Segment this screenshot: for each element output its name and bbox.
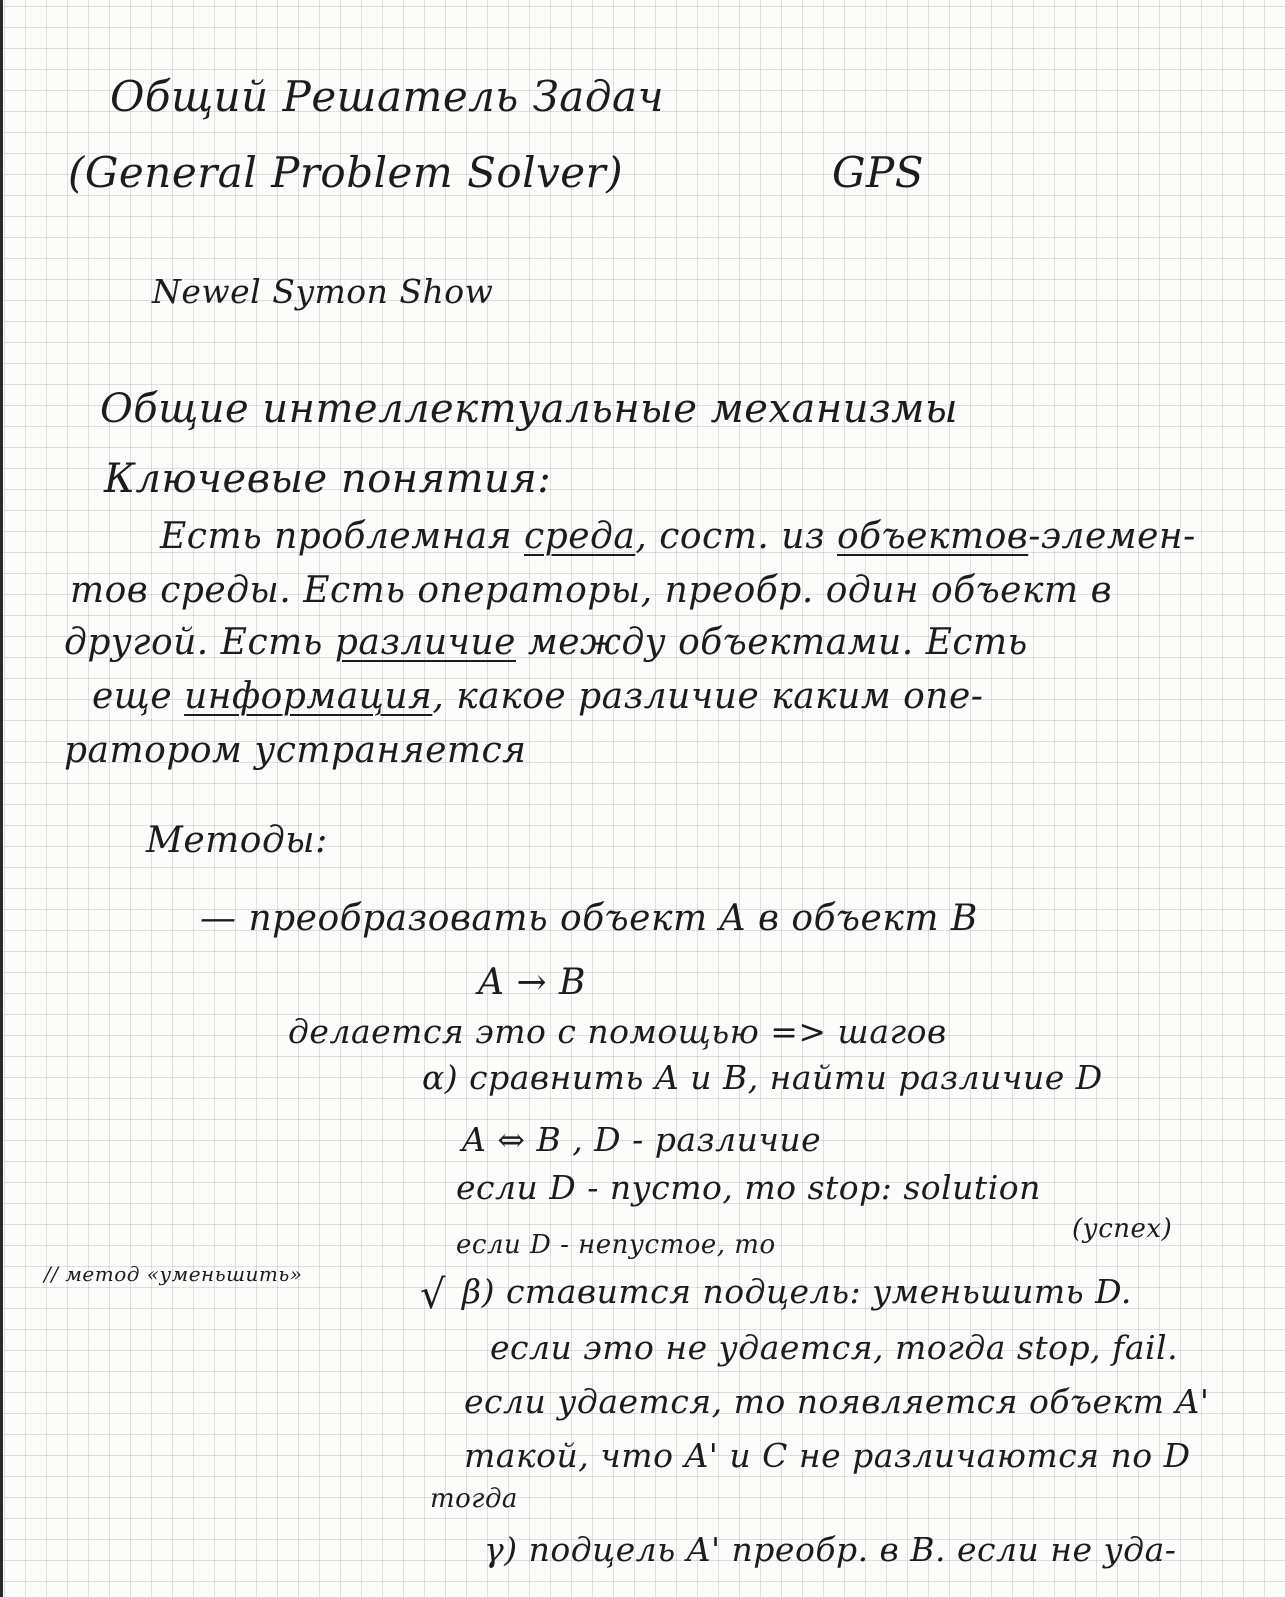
concepts-line-2	[70, 570, 1112, 611]
authors-line: Newel Symon Show	[152, 272, 494, 311]
side-note-method: // метод «уменьшить»	[44, 1262, 303, 1286]
text-fragment: еще	[92, 676, 185, 717]
term-environment: среда	[524, 516, 636, 557]
step-if-nonempty: если D - непустое, то	[456, 1230, 776, 1260]
methods-label: Методы:	[146, 820, 328, 861]
step-beta-1: β) ставится подцель: уменьшить D.	[462, 1272, 1132, 1311]
method-transform: — преобразовать объект A в объект B	[200, 898, 978, 939]
step-if-empty: если D - пусто, то stop: solution	[456, 1168, 1041, 1207]
concepts-line-5	[64, 730, 527, 771]
concepts-line-4	[92, 676, 983, 717]
steps-intro: делается это с помощью => шагов	[288, 1012, 947, 1051]
step-alpha-formula: A ⇔ B , D - различие	[462, 1120, 822, 1159]
concepts-line-3	[64, 622, 1028, 663]
step-gamma: γ) подцель A' преобр. в B. если не уда-	[484, 1530, 1177, 1569]
term-difference: различие	[334, 622, 516, 663]
text-fragment: -элемен-	[1028, 516, 1196, 557]
section-heading: Общие интеллектуальные механизмы	[100, 386, 959, 432]
note-abbr: GPS	[832, 148, 925, 197]
step-beta-5: тогда	[430, 1484, 518, 1514]
key-concepts-label: Ключевые понятия:	[104, 456, 552, 502]
step-alpha: α) сравнить A и B, найти различие D	[422, 1058, 1103, 1097]
text-fragment: , какое различие каким опе-	[432, 676, 984, 717]
concepts-line-1	[160, 516, 1196, 557]
formula-a-to-b: A → B	[478, 962, 587, 1003]
text-fragment: между объектами. Есть	[515, 622, 1028, 663]
text-fragment: другой. Есть	[64, 622, 335, 663]
note-subtitle: (General Problem Solver)	[68, 148, 624, 197]
text-fragment: Есть проблемная	[160, 516, 525, 557]
note-title: Общий Решатель Задач	[110, 72, 665, 121]
success-note: (успех)	[1072, 1214, 1173, 1244]
step-beta-4: такой, что A' и C не различаются по D	[464, 1436, 1191, 1475]
text-fragment: тов среды. Есть операторы, преобр. один объект в	[70, 570, 1113, 611]
text-fragment: , сост. из	[635, 516, 837, 557]
step-beta-3: если удается, то появляется объект A'	[464, 1382, 1210, 1421]
check-mark-icon: √	[420, 1272, 446, 1318]
term-information: информация	[184, 676, 433, 717]
step-beta-2: если это не удается, тогда stop, fail.	[490, 1328, 1179, 1367]
text-fragment: ратором устраняется	[64, 730, 527, 771]
term-objects: объектов	[837, 516, 1029, 557]
